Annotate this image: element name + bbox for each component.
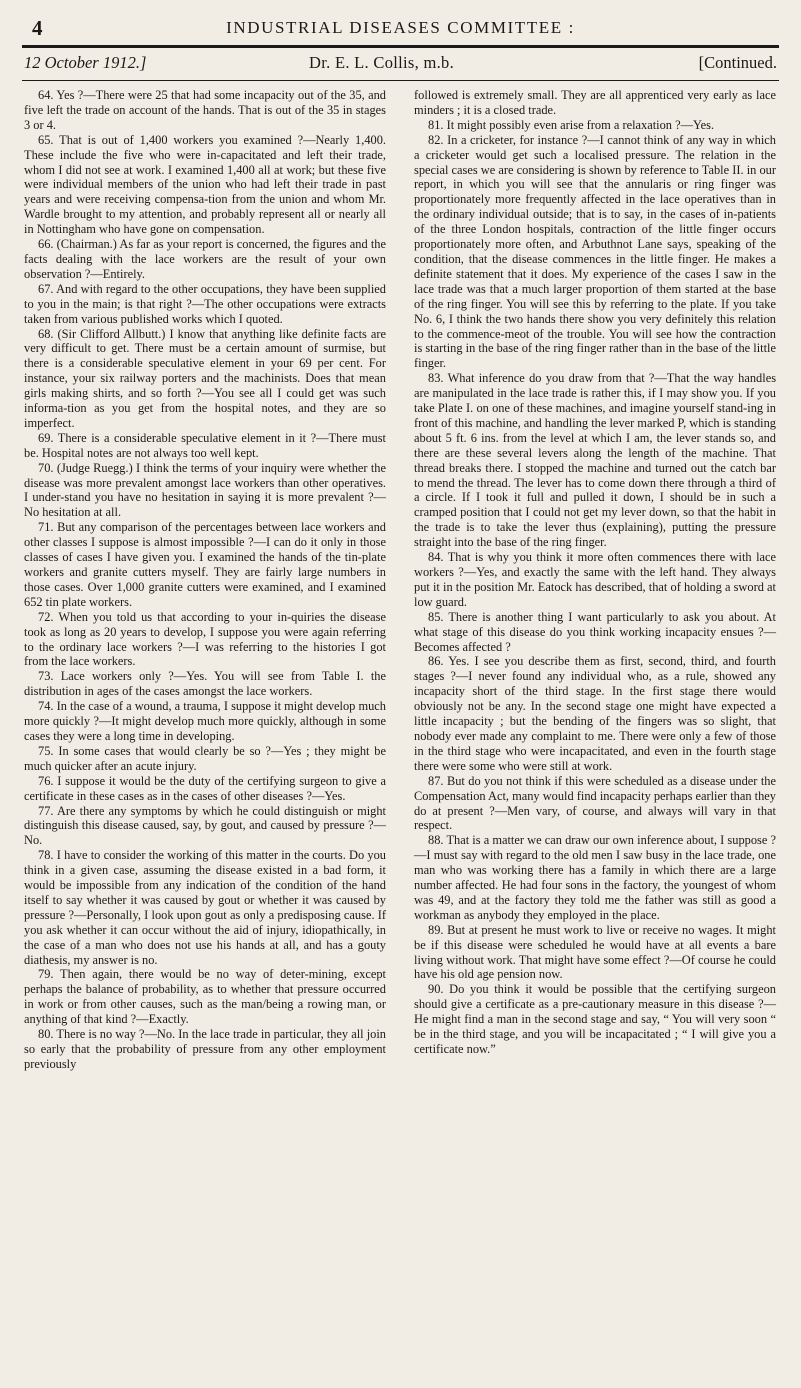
question-text: followed is extremely small. They are all apprenticed very early as lace minders ; it is a closed trade.	[414, 88, 776, 117]
question-paragraph	[414, 982, 776, 1057]
witness-name: Dr. E. L. Collis, m.b.	[309, 53, 455, 72]
question-paragraph	[24, 744, 386, 774]
question-number: 68.	[38, 326, 54, 341]
speaker-label: (Judge Ruegg.)	[56, 460, 133, 475]
header-rule	[22, 45, 779, 48]
question-text: There is a considerable speculative element in it ?—There must be. Hospital notes are not always too well kept.	[24, 430, 387, 460]
question-paragraph	[24, 520, 386, 609]
question-number: 72.	[38, 609, 54, 624]
question-text: In some cases that would clearly be so ?—Yes ; they might be much quicker after an acute injury.	[24, 743, 386, 773]
question-number: 64.	[38, 88, 54, 102]
question-number: 76.	[38, 773, 54, 788]
question-text: But at present he must work to live or receive no wages. It might be if this disease were scheduled he would have at all events a bare living without work. That might have some effect ?—Of course he could have his old age pension now.	[414, 922, 776, 982]
question-text: Lace workers only ?—Yes. You will see from Table I. the distribution in ages of the cases amongst the lace workers.	[24, 669, 386, 699]
question-number: 67.	[38, 281, 54, 296]
question-text: But do you not think if this were scheduled as a disease under the Compensation Act, many would find incapacity perhaps earlier than they do at present ?—Men vary, of course, and always will vary in that respect.	[414, 773, 776, 833]
question-paragraph	[24, 327, 386, 431]
question-paragraph	[24, 133, 386, 237]
question-paragraph	[24, 461, 386, 521]
sitting-date: 12 October 1912.]	[24, 53, 147, 72]
question-text: Yes ?—There were 25 that had some incapacity out of the 35, and five left the trade on account of the hands. That is out of the 35 in stages 3 or 4.	[24, 88, 386, 132]
question-text: Yes. I see you describe them as first, second, third, and fourth stages ?—I never found any individual who, as a rule, showed any incapacity short of the third stage. In the first stage there would obviously not be any. In the second stage one might have expected a little incapacity ; but the bending of the fingers was so slight, that nobody ever made any complaint to me. There were only a few of those in the third stage who were incapacitated, and even in the fourth stage there were some who were still at work.	[414, 654, 777, 773]
question-number: 70.	[38, 460, 54, 475]
subheader	[24, 53, 777, 75]
page-header	[22, 16, 779, 40]
question-paragraph	[414, 833, 776, 922]
question-number: 90.	[428, 982, 444, 997]
question-paragraph	[414, 774, 776, 834]
question-number: 81.	[428, 117, 444, 132]
question-paragraph	[414, 371, 776, 550]
speaker-label: (Chairman.)	[56, 237, 117, 252]
question-number: 82.	[428, 132, 444, 147]
question-paragraph	[24, 88, 386, 133]
question-paragraph	[414, 550, 776, 610]
continued-label: [Continued.	[698, 53, 777, 72]
question-text: That is a matter we can draw our own inference about, I suppose ?—I must say with regard to the old men I saw busy in the lace trade, one man who was working there has a family in which there are a large number affected. He had four sons in the factory, the youngest of whom was 49, and at the factory they told me the father was still as good a workman as anybody they employed in the place.	[414, 833, 777, 922]
question-text: In a cricketer, for instance ?—I cannot think of any way in which a cricketer would get such a localised pressure. The relation in the special cases we are considering is shown by reference to Table II. in our report, in which you will see that the annularis or ring finger was proportionately more frequently affected in the lace operatives than in the ordinary individual outside; that is to say, in the cases of in-patients of the three London hospitals, contraction of the little finger occurs proportionately more often, and Arbuthnot Lane says, speaking of the condition, that the disease commences in the little finger. He makes a definite statement that it does. My experience of the cases I saw in the lace trade was that a much larger proportion of them started at the base of the ring finger. You will see this by referring to the plate. If you take No. 6, I think the two hands there show you very definitely this relation to the commence-meot of the trouble. You will see how the contraction is starting in the base of the ring finger rather than in the base of the little finger.	[414, 132, 776, 371]
question-number: 79.	[38, 967, 54, 982]
question-paragraph	[24, 848, 386, 967]
question-paragraph	[414, 88, 776, 118]
question-text: As far as your report is concerned, the figures and the facts dealing with the lace workers are the result of your own observation ?—Entirely.	[24, 237, 386, 281]
question-paragraph	[24, 699, 386, 744]
question-number: 89.	[428, 922, 444, 937]
question-text: I know that anything like definite facts are very difficult to get. There must be a certain amount of surmise, but there is a considerable speculative element in your 69 per cent. For instance, your six railway porters and the machinists. Does that mean girls making shirts, and so forth ?—You see all I could get was such informa-tion as you get from the hospital notes, and they are so imperfect.	[24, 326, 386, 430]
subheader-rule	[22, 80, 779, 81]
question-paragraph	[24, 431, 386, 461]
question-text: I think the terms of your inquiry were whether the disease was more prevalent amongst lace workers than other operatives. I under-stand you have no hesitation in saying it is more prevalent ?—No hesitation at all.	[24, 460, 386, 520]
question-paragraph	[24, 804, 386, 849]
question-number: 66.	[38, 237, 54, 252]
question-paragraph	[414, 133, 776, 372]
question-number: 73.	[38, 669, 54, 684]
question-text: It might possibly even arise from a relaxation ?—Yes.	[446, 117, 715, 132]
question-text: There is no way ?—No. In the lace trade in particular, they all join so early that the probability of pressure from any other employment previously	[24, 1027, 387, 1071]
question-text: What inference do you draw from that ?—That the way handles are manipulated in the lace trade is rather this, if I may show you. If you take Plate I. on one of these machines, and imagine yourself stand-ing in front of this machine, and handling the lever marked P, which is standing about 5 ft. 6 ins. from the level at which I am, the lever stands so, and there are these several levers along the length of the machine. That thread breaks there. I stopped the machine and turned out the catch bar to mend the thread. The lever has to come down there through a third of a circle. If I took it full and pulled it down, I should be in such a cramped position that I could not get my lever down, so that the habit in the trade is to take the lever thus (explaining), putting the pressure straight into the base of the ring finger.	[414, 371, 777, 550]
question-number: 74.	[38, 699, 54, 714]
question-paragraph	[24, 669, 386, 699]
question-paragraph	[24, 610, 386, 670]
question-paragraph	[24, 774, 386, 804]
running-title: INDUSTRIAL DISEASES COMMITTEE :	[226, 18, 575, 37]
question-paragraph	[24, 967, 386, 1027]
question-text: When you told us that according to your in-quiries the disease took as long as 20 years to develop, I suppose you were again referring to the ordinary lace workers ?—I was referring to the histories I got from the lace workers.	[24, 609, 386, 669]
question-text: I have to consider the working of this matter in the courts. Do you think in a given case, assuming the disease existed in a bad form, it would be impossible from any indication of the condition of the hand itself to say whether it was caused by gout or whether it was caused by pressure ?—Personally, I look upon gout as only a predisposing cause. If you ask whether it can occur without the aid of injury, idiopathically, in the case of a man who does not use his hands at all, and has a gouty diathesis, my answer is no.	[24, 848, 386, 967]
question-number: 83.	[428, 371, 444, 386]
question-paragraph	[414, 923, 776, 983]
question-number: 71.	[38, 520, 54, 535]
question-text: There is another thing I want particularly to ask you about. At what stage of this disease do you think working incapacity ensues ?—Becomes affected ?	[414, 609, 776, 654]
question-number: 85.	[428, 609, 444, 624]
question-number: 78.	[38, 848, 54, 863]
question-text: I suppose it would be the duty of the certifying surgeon to give a certificate in these cases as in the cases of other diseases ?—Yes.	[24, 773, 386, 803]
question-text: That is out of 1,400 workers you examined ?—Nearly 1,400. These include the five who were in-capacitated and left their trade, whom I did not see at work. I examined 1,400 all at work; but these five were individual members of the union who had left their trade in past years and were receiving compensa-tion from the union and whom Mr. Wardle brought to my attention, and probably represent all or nearly all in Nottingham who have gone on compensation.	[24, 132, 386, 237]
question-paragraph	[24, 282, 386, 327]
page-number: 4	[32, 16, 43, 40]
question-paragraph	[414, 654, 776, 773]
question-text: But any comparison of the percentages between lace workers and other classes I suppose is almost impossible ?—I can do it only in those classes of cases I have given you. I examined the hands of the tin-plate workers and granite cutters myself. They are fairly large numbers in those cases. Over 1,000 granite cutters were examined, and I examined 652 tin plate workers.	[24, 520, 386, 609]
question-text: Then again, there would be no way of deter-mining, except perhaps the balance of probability, as to whether that pressure occurred in work or from other causes, such as the man/being a rowing man, or anything of that kind ?—Exactly.	[24, 967, 386, 1027]
question-text: Are there any symptoms by which he could distinguish or might distinguish this disease caused, say, by gout, and caused by pressure ?—No.	[24, 803, 386, 848]
question-number: 65.	[38, 132, 54, 147]
left-column	[24, 88, 386, 1072]
question-number: 69.	[38, 430, 54, 445]
question-text: In the case of a wound, a trauma, I suppose it might develop much more quickly ?—It might develop much more quickly, although in some cases they were a long time in developing.	[24, 699, 386, 743]
question-text: Do you think it would be possible that the certifying surgeon should give a certificate as a pre-cautionary measure in this disease ?—He might find a man in the second stage and say, “ You will very soon “ be in the third stage, and you will be incapacitated ; “ I will give you a certificate now.”	[414, 982, 776, 1056]
question-number: 80.	[38, 1027, 54, 1042]
question-paragraph	[24, 237, 386, 282]
question-text: And with regard to the other occupations, they have been supplied to you in the main; is that right ?—The other occupations were extracts taken from various published works which I quoted.	[24, 281, 386, 326]
question-text: That is why you think it more often commences there with lace workers ?—Yes, and exactly the same with the left hand. They always put it in the position Mr. Eatock has described, that of holding a sword at low guard.	[414, 550, 777, 609]
question-number: 86.	[428, 654, 444, 669]
question-number: 77.	[38, 803, 54, 818]
right-column	[414, 88, 776, 1057]
question-number: 84.	[428, 550, 444, 565]
question-number: 87.	[428, 773, 444, 788]
question-paragraph	[24, 1027, 386, 1072]
speaker-label: (Sir Clifford Allbutt.)	[57, 326, 166, 341]
question-number: 75.	[38, 743, 54, 758]
question-number: 88.	[428, 833, 444, 848]
question-paragraph	[414, 118, 776, 133]
question-paragraph	[414, 610, 776, 655]
